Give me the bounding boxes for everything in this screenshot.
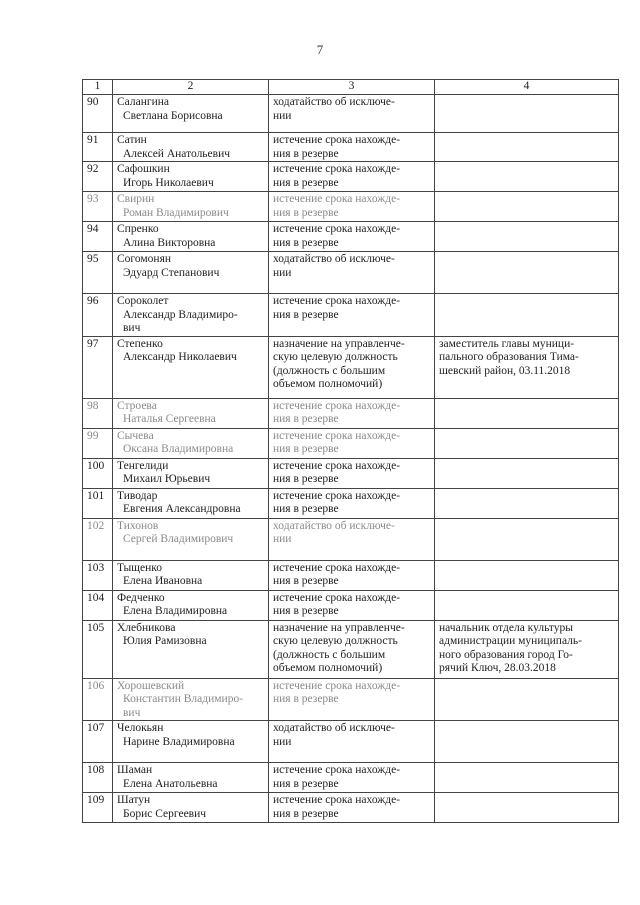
- person-name-line: Игорь Николаевич: [123, 176, 214, 189]
- appointment-note: [435, 336, 619, 398]
- header-row: [83, 80, 619, 95]
- exclusion-reason: [269, 133, 435, 162]
- appointment-note: [435, 590, 619, 620]
- row-number: 102: [83, 518, 113, 560]
- exclusion-reason: [269, 590, 435, 620]
- exclusion-reason: [269, 252, 435, 294]
- exclusion-reason-line: ния в резерве: [273, 605, 339, 617]
- person-name-line: Алина Викторовна: [123, 236, 216, 249]
- exclusion-reason-line: ния в резерве: [273, 693, 339, 705]
- appointment-note: [435, 458, 619, 488]
- exclusion-reason-line: ния в резерве: [273, 308, 339, 321]
- exclusion-reason-line: ния в резерве: [273, 236, 339, 249]
- person-name: [113, 518, 269, 560]
- person-name: [113, 620, 269, 678]
- person-name-line: Сафошкин: [117, 163, 170, 175]
- person-name-line: Согомонян: [117, 253, 172, 265]
- person-name-line: Елена Анатольевна: [123, 777, 218, 790]
- table-row: [83, 590, 619, 620]
- appointment-note: [435, 398, 619, 428]
- person-name: [113, 590, 269, 620]
- appointment-note-line: заместитель главы муници-: [439, 337, 575, 350]
- person-name-line: Оксана Владимировна: [123, 443, 234, 455]
- table-row: [83, 192, 619, 222]
- row-number: 107: [83, 721, 113, 763]
- person-name-line: Тиводар: [117, 489, 158, 502]
- table-row: [83, 294, 619, 337]
- person-name-line: Спренко: [117, 223, 159, 235]
- person-name-line: Строева: [117, 399, 157, 412]
- person-name-line: Алексей Анатольевич: [123, 147, 231, 160]
- exclusion-reason-line: объемом полномочий): [273, 378, 383, 390]
- row-number: 101: [83, 488, 113, 518]
- person-name: [113, 428, 269, 458]
- page-number: 7: [316, 42, 324, 57]
- exclusion-reason-line: назначение на управленче-: [273, 337, 405, 350]
- exclusion-reason-line: истечение срока нахожде-: [273, 429, 401, 442]
- exclusion-reason: [269, 793, 435, 823]
- exclusion-reason-line: ния в резерве: [273, 503, 339, 515]
- person-name: [113, 133, 269, 162]
- row-number: 99: [83, 428, 113, 458]
- person-name-line: Эдуард Степанович: [123, 266, 220, 279]
- table-row: [83, 518, 619, 560]
- exclusion-reason-line: скую целевую должность: [273, 351, 398, 363]
- exclusion-reason: [269, 763, 435, 793]
- exclusion-reason: [269, 294, 435, 337]
- person-name-line: Сычева: [117, 429, 154, 442]
- table-row: [83, 678, 619, 721]
- person-name-line: Елена Ивановна: [123, 575, 203, 587]
- exclusion-reason-line: нии: [273, 533, 292, 545]
- exclusion-reason: [269, 428, 435, 458]
- person-name: [113, 678, 269, 721]
- row-number: 100: [83, 458, 113, 488]
- person-name: [113, 721, 269, 763]
- person-name-line: Степенко: [117, 337, 163, 350]
- exclusion-reason-line: нии: [273, 266, 292, 279]
- appointment-note-line: пального образования Тима-: [439, 351, 579, 363]
- person-name: [113, 252, 269, 294]
- table-row: [83, 458, 619, 488]
- person-name-line: Елена Владимировна: [123, 605, 228, 617]
- exclusion-reason: [269, 336, 435, 398]
- exclusion-reason-line: истечение срока нахожде-: [273, 459, 401, 472]
- appointment-note-line: шевский район, 03.11.2018: [439, 364, 571, 377]
- exclusion-reason-line: истечение срока нахожде-: [273, 489, 401, 502]
- person-name-line: Салангина: [117, 96, 170, 108]
- exclusion-reason-line: истечение срока нахожде-: [273, 223, 401, 235]
- col-header-4: 4: [435, 80, 619, 95]
- exclusion-reason-line: истечение срока нахожде-: [273, 591, 401, 604]
- appointment-note: [435, 222, 619, 252]
- person-name: [113, 336, 269, 398]
- exclusion-reason-line: ния в резерве: [273, 575, 339, 587]
- exclusion-reason-line: ния в резерве: [273, 206, 339, 219]
- exclusion-reason-line: истечение срока нахожде-: [273, 679, 401, 692]
- exclusion-reason-line: истечение срока нахожде-: [273, 399, 401, 412]
- exclusion-reason: [269, 162, 435, 192]
- person-name-line: Евгения Александровна: [123, 503, 241, 515]
- table-row: [83, 252, 619, 294]
- register-table: [82, 79, 619, 823]
- exclusion-reason: [269, 222, 435, 252]
- person-name-line: Хлебникова: [117, 621, 176, 634]
- exclusion-reason-line: ходатайство об исключе-: [273, 96, 395, 108]
- exclusion-reason: [269, 560, 435, 590]
- exclusion-reason-line: ходатайство об исключе-: [273, 253, 395, 265]
- table-row: [83, 222, 619, 252]
- exclusion-reason: [269, 620, 435, 678]
- appointment-note-line: ного образования город Го-: [439, 648, 573, 661]
- row-number: 109: [83, 793, 113, 823]
- person-name-line: Роман Владимирович: [123, 206, 229, 219]
- exclusion-reason-line: ходатайство об исключе-: [273, 722, 395, 734]
- person-name-line: Федченко: [117, 591, 165, 604]
- person-name-line: Свирин: [117, 193, 155, 205]
- person-name-line: Сергей Владимирович: [123, 533, 234, 545]
- row-number: 108: [83, 763, 113, 793]
- table-row: [83, 793, 619, 823]
- exclusion-reason-line: нии: [273, 109, 292, 122]
- appointment-note-line: начальник отдела культуры: [439, 621, 574, 634]
- appointment-note: [435, 162, 619, 192]
- row-number: 95: [83, 252, 113, 294]
- exclusion-reason-line: ходатайство об исключе-: [273, 519, 395, 532]
- exclusion-reason: [269, 488, 435, 518]
- person-name-line: Сатин: [117, 134, 147, 146]
- row-number: 106: [83, 678, 113, 721]
- row-number: 90: [83, 95, 113, 133]
- person-name-line: Челокьян: [117, 722, 164, 734]
- person-name-line: вич: [123, 322, 141, 334]
- exclusion-reason-line: ния в резерве: [273, 777, 339, 790]
- person-name-line: Светлана Борисовна: [123, 109, 223, 122]
- exclusion-reason-line: ния в резерве: [273, 807, 339, 820]
- table-row: [83, 763, 619, 793]
- person-name: [113, 95, 269, 133]
- exclusion-reason-line: назначение на управленче-: [273, 621, 405, 634]
- table-row: [83, 560, 619, 590]
- exclusion-reason: [269, 192, 435, 222]
- appointment-note: [435, 763, 619, 793]
- table-row: [83, 620, 619, 678]
- person-name: [113, 763, 269, 793]
- person-name-line: Шаман: [117, 764, 153, 776]
- person-name-line: Наталья Сергеевна: [123, 413, 216, 425]
- person-name-line: Борис Сергеевич: [123, 807, 207, 820]
- exclusion-reason-line: истечение срока нахожде-: [273, 295, 401, 307]
- person-name-line: Юлия Рамизовна: [123, 635, 207, 647]
- person-name-line: вич: [123, 706, 141, 719]
- appointment-note: [435, 95, 619, 133]
- exclusion-reason-line: истечение срока нахожде-: [273, 193, 401, 205]
- person-name-line: Сороколет: [117, 295, 169, 307]
- exclusion-reason-line: ния в резерве: [273, 176, 339, 189]
- person-name: [113, 222, 269, 252]
- person-name: [113, 192, 269, 222]
- table-row: [83, 133, 619, 162]
- table-row: [83, 721, 619, 763]
- table-row: [83, 162, 619, 192]
- row-number: 96: [83, 294, 113, 337]
- exclusion-reason: [269, 678, 435, 721]
- row-number: 97: [83, 336, 113, 398]
- person-name: [113, 488, 269, 518]
- appointment-note: [435, 560, 619, 590]
- appointment-note-line: администрации муниципаль-: [439, 635, 582, 647]
- table-row: [83, 428, 619, 458]
- table-row: [83, 398, 619, 428]
- appointment-note: [435, 192, 619, 222]
- person-name-line: Шатун: [117, 794, 151, 806]
- appointment-note: [435, 252, 619, 294]
- person-name-line: Хорошевский: [117, 679, 185, 692]
- appointment-note: [435, 678, 619, 721]
- appointment-note-line: рячий Ключ, 28.03.2018: [439, 662, 556, 674]
- exclusion-reason-line: истечение срока нахожде-: [273, 794, 401, 806]
- table-row: [83, 336, 619, 398]
- person-name-line: Тенгелиди: [117, 459, 169, 472]
- appointment-note: [435, 488, 619, 518]
- person-name-line: Александр Николаевич: [123, 351, 237, 363]
- exclusion-reason: [269, 458, 435, 488]
- person-name: [113, 560, 269, 590]
- exclusion-reason: [269, 518, 435, 560]
- row-number: 91: [83, 133, 113, 162]
- exclusion-reason-line: истечение срока нахожде-: [273, 163, 401, 175]
- person-name-line: Александр Владимиро-: [123, 308, 238, 321]
- exclusion-reason-line: нии: [273, 735, 292, 748]
- person-name-line: Тыщенко: [117, 561, 163, 574]
- row-number: 94: [83, 222, 113, 252]
- person-name: [113, 294, 269, 337]
- appointment-note: [435, 620, 619, 678]
- exclusion-reason-line: скую целевую должность: [273, 635, 398, 647]
- row-number: 92: [83, 162, 113, 192]
- exclusion-reason-line: ния в резерве: [273, 147, 339, 160]
- row-number: 103: [83, 560, 113, 590]
- appointment-note: [435, 428, 619, 458]
- exclusion-reason-line: ния в резерве: [273, 443, 339, 455]
- row-number: 98: [83, 398, 113, 428]
- appointment-note: [435, 133, 619, 162]
- table-row: [83, 95, 619, 133]
- person-name: [113, 398, 269, 428]
- table-body: [83, 95, 619, 823]
- person-name: [113, 458, 269, 488]
- exclusion-reason-line: объемом полномочий): [273, 662, 383, 674]
- row-number: 104: [83, 590, 113, 620]
- exclusion-reason-line: истечение срока нахожде-: [273, 561, 401, 574]
- appointment-note: [435, 793, 619, 823]
- col-header-1: 1: [83, 80, 113, 95]
- person-name-line: Константин Владимиро-: [123, 693, 244, 705]
- appointment-note: [435, 294, 619, 337]
- person-name-line: Михаил Юрьевич: [123, 473, 211, 485]
- exclusion-reason-line: (должность с большим: [273, 648, 386, 661]
- exclusion-reason-line: истечение срока нахожде-: [273, 134, 401, 146]
- exclusion-reason: [269, 398, 435, 428]
- person-name: [113, 793, 269, 823]
- exclusion-reason: [269, 95, 435, 133]
- exclusion-reason-line: (должность с большим: [273, 364, 386, 377]
- person-name: [113, 162, 269, 192]
- col-header-3: 3: [269, 80, 435, 95]
- row-number: 93: [83, 192, 113, 222]
- exclusion-reason-line: истечение срока нахожде-: [273, 764, 401, 776]
- exclusion-reason-line: ния в резерве: [273, 473, 339, 485]
- appointment-note: [435, 518, 619, 560]
- appointment-note: [435, 721, 619, 763]
- table-row: [83, 488, 619, 518]
- row-number: 105: [83, 620, 113, 678]
- person-name-line: Тихонов: [117, 519, 159, 532]
- col-header-2: 2: [113, 80, 269, 95]
- person-name-line: Нарине Владимировна: [123, 735, 235, 748]
- exclusion-reason: [269, 721, 435, 763]
- exclusion-reason-line: ния в резерве: [273, 413, 339, 425]
